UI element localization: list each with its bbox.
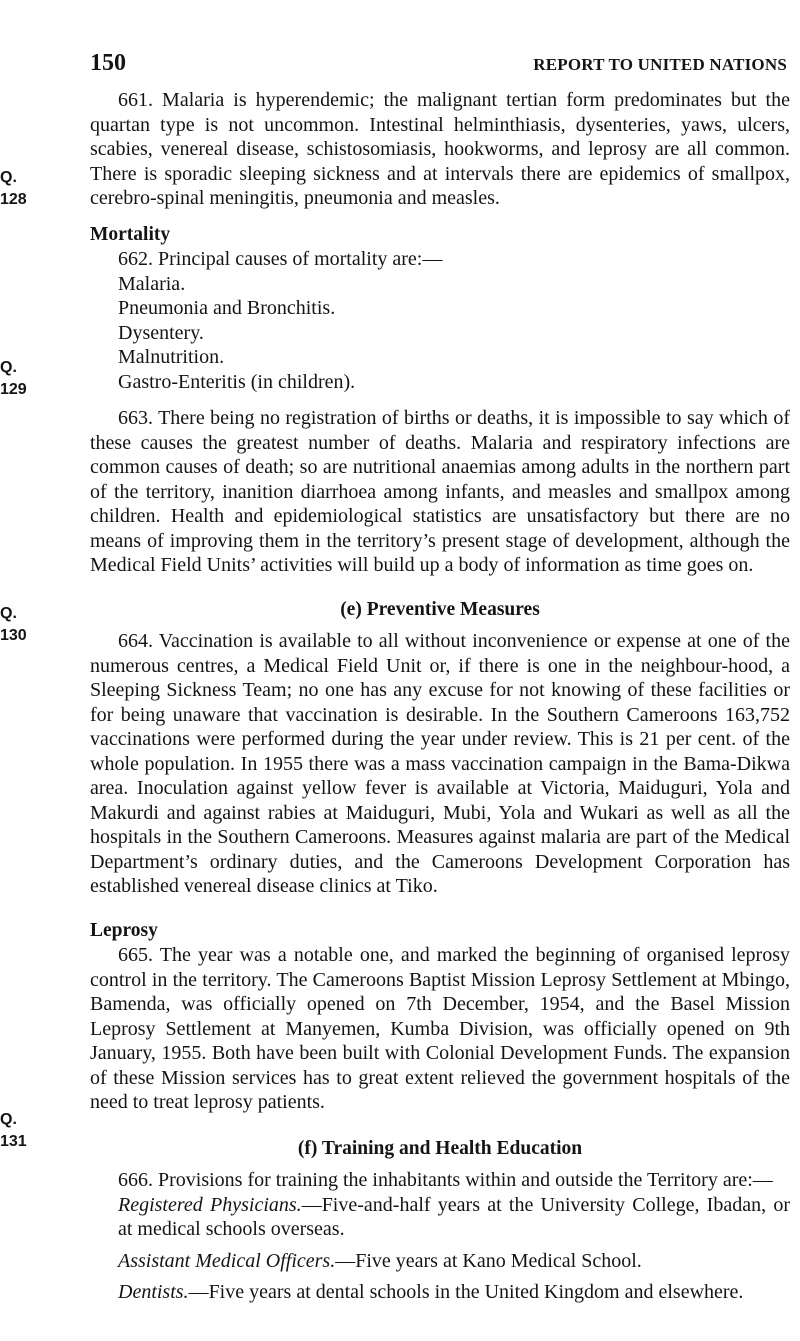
training-item-text: —Five years at Kano Medical School. bbox=[335, 1249, 642, 1272]
training-item-physicians bbox=[90, 1193, 790, 1242]
list-item: Dysentery. bbox=[118, 321, 204, 344]
training-item-dentists bbox=[90, 1280, 790, 1305]
list-item: Pneumonia and Bronchitis. bbox=[118, 297, 336, 319]
training-item-title: Dentists. bbox=[118, 1281, 189, 1303]
paragraph-663: 663. There being no registration of births or deaths, it is impossible to say which of these causes the greatest number of deaths. Malaria and respiratory infections are common causes of death; so are nutritional anaemias among adults in the northern part of the territory, inanition diarrhoea among infants, and measles and smallpox among children. Health and epidemiological statistics are unsatisfactory but there are no means of improving them in the territory’s present stage of development, although the Medical Field Units’ activities will build up a body of information as time goes on. bbox=[90, 407, 790, 576]
paragraph-661: 661. Malaria is hyperendemic; the malignant tertian form predominates but the quartan type is not uncommon. Intestinal helminthiasis, dysenteries, yaws, ulcers, scabies, venereal disease, schistosomiasis, hookworms, and leprosy are all common. There is sporadic sleeping sickness and at intervals there are epidemics of smallpox, cerebro-spinal meningitis, pneumonia and measles. bbox=[90, 89, 790, 209]
training-item-assistant-medical-officers bbox=[90, 1249, 790, 1274]
training-item-title: Registered Physicians. bbox=[118, 1193, 302, 1216]
list-item: Gastro-Enteritis (in children). bbox=[118, 370, 356, 393]
margin-label-q128: Q. 128 bbox=[0, 169, 27, 208]
training-item-text: —Five years at dental schools in the United Kingdom and elsewhere. bbox=[188, 1281, 744, 1303]
margin-label-q130: Q. 130 bbox=[0, 605, 27, 644]
paragraph-666: 666. Provisions for training the inhabitants within and outside the Territory are:— bbox=[118, 1169, 773, 1191]
running-header: REPORT TO UNITED NATIONS bbox=[533, 55, 787, 74]
paragraph-662: 662. Principal causes of mortality are:— bbox=[118, 248, 443, 270]
paragraph-664: 664. Vaccination is available to all without inconvenience or expense at one of the numerous centres, a Medical Field Unit or, if there is one in the neighbour-hood, a Sleeping Sickness Team; no one has any excuse for not knowing of these facilities or for being unaware that vaccination is desirable. In the Southern Cameroons 163,752 vaccinations were performed during the year under review. This is 21 per cent. of the whole population. In 1955 there was a mass vaccination campaign in the Bama-Dikwa area. Inoculation against yellow fever is available at Victoria, Maiduguri, Yola and Makurdi and against rabies at Maiduguri, Mubi, Yola and Wukari as well as all the hospitals in the Southern Cameroons. Measures against malaria are part of the Medical Department’s ordinary duties, and the Cameroons Development Corporation has established venereal disease clinics at Tiko. bbox=[90, 630, 790, 897]
heading-preventive-measures: (e) Preventive Measures bbox=[340, 598, 540, 620]
list-item: Malnutrition. bbox=[118, 346, 225, 368]
heading-training-health-education: (f) Training and Health Education bbox=[297, 1137, 583, 1159]
margin-label-q129: Q. 129 bbox=[0, 359, 27, 398]
training-item-title: Assistant Medical Officers. bbox=[118, 1249, 336, 1272]
page-body bbox=[90, 88, 790, 1305]
margin-label-q131: Q. 131 bbox=[0, 1111, 27, 1150]
paragraph-665: 665. The year was a notable one, and marked the beginning of organised leprosy control in the territory. The Cameroons Baptist Mission Leprosy Settlement at Mbingo, Bamenda, was officially opened on 7th December, 1954, and the Basel Mission Leprosy Settlement at Manyemen, Kumba Division, was officially opened on 9th January, 1955. Both have been built with Colonial Development Funds. The expansion of these Mission services has to great extent relieved the government hospitals of the need to treat leprosy patients. bbox=[90, 944, 790, 1113]
page-number: 150 bbox=[90, 50, 126, 76]
list-item: Malaria. bbox=[118, 272, 186, 295]
heading-mortality: Mortality bbox=[90, 223, 171, 245]
mortality-causes-list bbox=[90, 272, 790, 395]
training-item-text: —Five-and-half years at the University College, Ibadan, or at medical schools overseas. bbox=[118, 1193, 790, 1240]
heading-leprosy: Leprosy bbox=[90, 919, 158, 941]
